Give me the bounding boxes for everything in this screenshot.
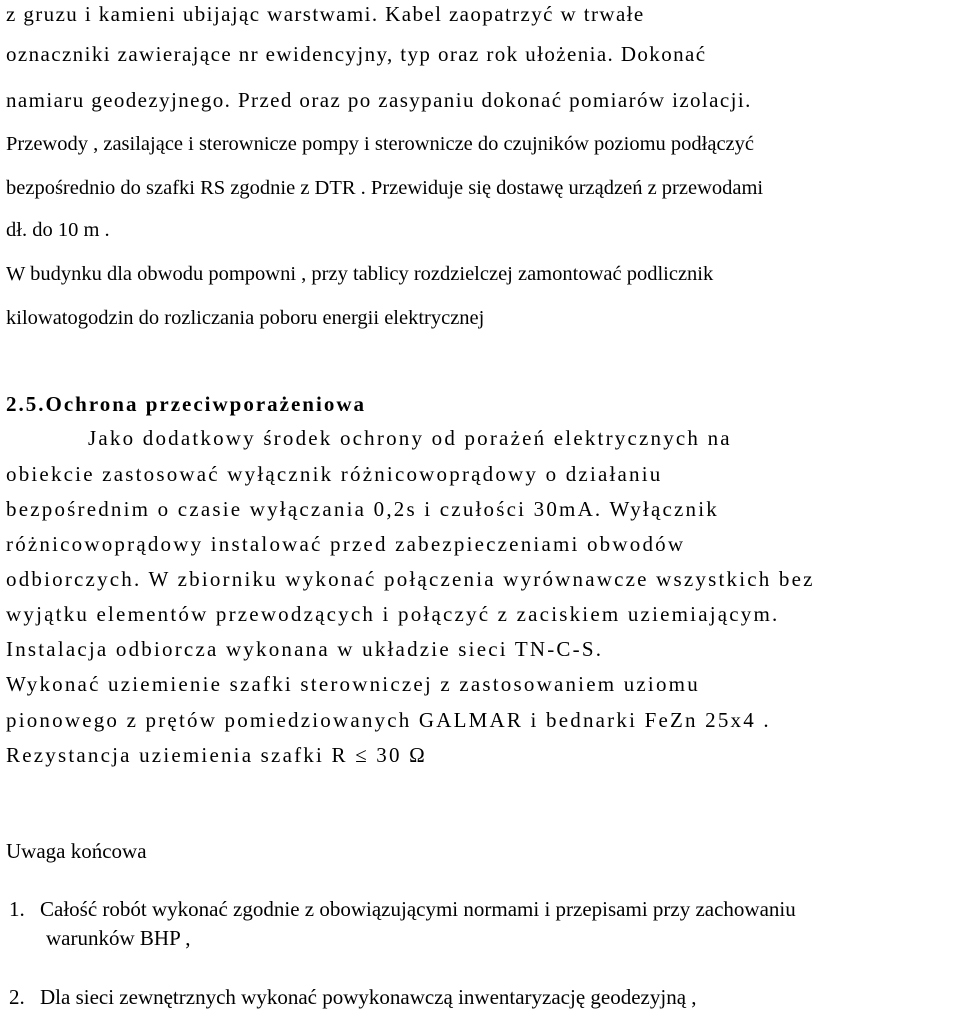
text-line: pionowego z prętów pomiedziowanych GALMAR i bednarki FeZn 25x4 . [6,708,771,732]
list-item-text-continuation: warunków BHP , [46,926,191,950]
text-line: bezpośrednim o czasie wyłączania 0,2s i czułości 30mA. Wyłącznik [6,497,719,521]
section-heading: 2.5.Ochrona przeciwporażeniowa [6,392,366,416]
text-line: odbiorczych. W zbiorniku wykonać połączenia wyrównawcze wszystkich bez [6,567,815,591]
text-line: Jako dodatkowy środek ochrony od porażeń elektrycznych na [88,426,732,450]
final-note-title: Uwaga końcowa [6,839,147,863]
list-item-text: Dla sieci zewnętrznych wykonać powykonawczą inwentaryzację geodezyjną , [40,985,697,1009]
text-line: wyjątku elementów przewodzących i połączyć z zaciskiem uziemiającym. [6,602,780,626]
list-item-text: Całość robót wykonać zgodnie z obowiązującymi normami i przepisami przy zachowaniu [40,897,796,921]
text-line: Przewody , zasilające i sterownicze pompy i sterownicze do czujników poziomu podłączyć [6,133,754,155]
text-line: oznaczniki zawierające nr ewidencyjny, typ oraz rok ułożenia. Dokonać [6,42,707,66]
text-line: z gruzu i kamieni ubijając warstwami. Kabel zaopatrzyć w trwałe [6,2,645,26]
text-line: kilowatogodzin do rozliczania poboru energii elektrycznej [6,307,485,329]
list-item-number: 2. [9,985,25,1009]
text-line: bezpośrednio do szafki RS zgodnie z DTR . Przewiduje się dostawę urządzeń z przewodami [6,177,764,199]
text-line: namiaru geodezyjnego. Przed oraz po zasypaniu dokonać pomiarów izolacji. [6,88,752,112]
text-line: Instalacja odbiorcza wykonana w układzie sieci TN-C-S. [6,637,604,661]
text-line: dł. do 10 m . [6,219,110,241]
list-item-number: 1. [9,897,25,921]
text-line: obiekcie zastosować wyłącznik różnicowoprądowy o działaniu [6,462,663,486]
text-line: Rezystancja uziemienia szafki R ≤ 30 Ω [6,743,427,767]
text-line: Wykonać uziemienie szafki sterowniczej z zastosowaniem uziomu [6,672,700,696]
text-line: różnicowoprądowy instalować przed zabezpieczeniami obwodów [6,532,686,556]
text-line: W budynku dla obwodu pompowni , przy tablicy rozdzielczej zamontować podlicznik [6,263,714,285]
